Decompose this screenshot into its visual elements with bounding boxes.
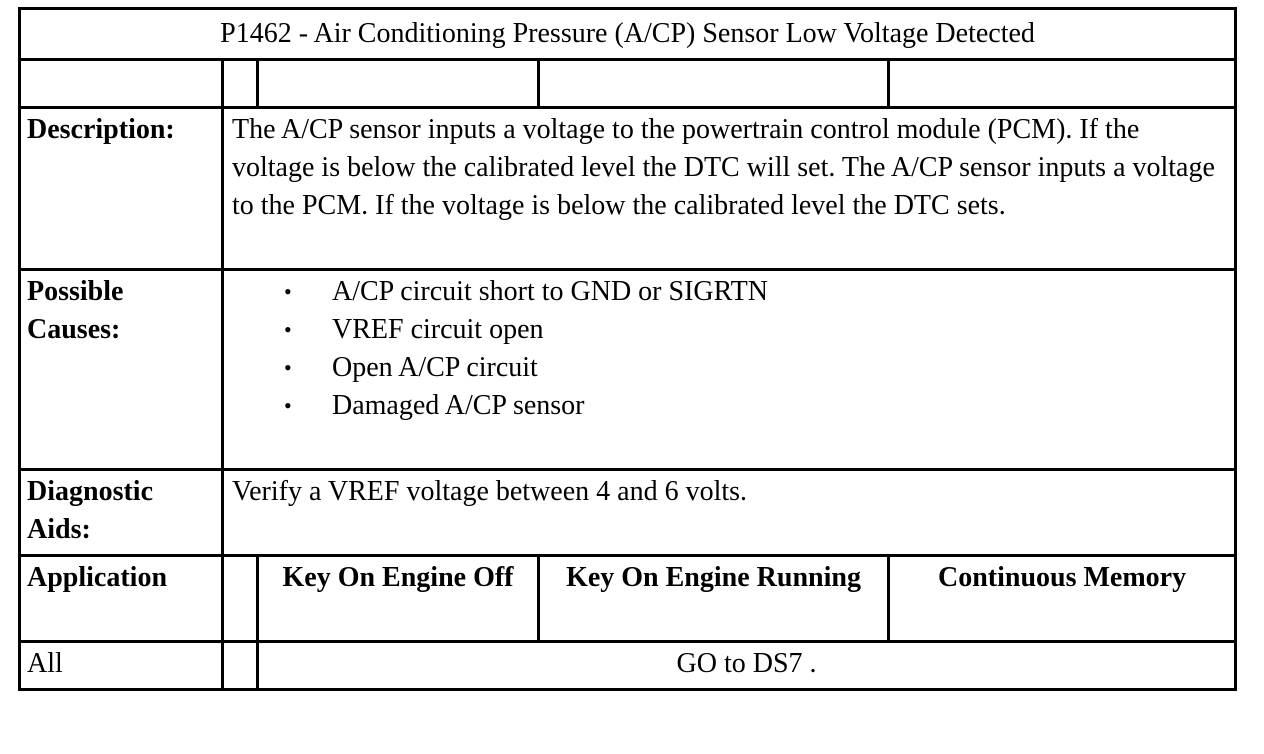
possible-causes-cell: [223, 270, 1236, 470]
column-header-key-on-engine-running: Key On Engine Running: [539, 556, 889, 642]
column-header-continuous-memory: Continuous Memory: [889, 556, 1236, 642]
bullet-icon: •: [284, 355, 292, 380]
cause-text: Open A/CP circuit: [332, 352, 538, 383]
spacer-cell: [223, 642, 258, 690]
description-label: Description:: [20, 108, 223, 270]
diagnostic-aids-text: Verify a VREF voltage between 4 and 6 volts.: [223, 470, 1236, 556]
application-label: Application: [20, 556, 223, 642]
possible-causes-list: [232, 273, 1228, 425]
bullet-icon: •: [284, 279, 292, 304]
dtc-title: P1462 - Air Conditioning Pressure (A/CP) Sensor Low Voltage Detected: [20, 9, 1236, 60]
spacer-cell: [223, 556, 258, 642]
empty-row: [20, 60, 1236, 108]
column-header-key-on-engine-off: Key On Engine Off: [258, 556, 539, 642]
application-header-row: [20, 556, 1236, 642]
bullet-icon: •: [284, 393, 292, 418]
cause-item: [284, 273, 1228, 311]
empty-cell: [539, 60, 889, 108]
description-row: [20, 108, 1236, 270]
cause-item: [284, 311, 1228, 349]
possible-causes-label: Possible Causes:: [20, 270, 223, 470]
cause-item: [284, 349, 1228, 387]
cause-text: A/CP circuit short to GND or SIGRTN: [332, 276, 768, 307]
cause-item: [284, 387, 1228, 425]
possible-causes-row: [20, 270, 1236, 470]
empty-cell: [258, 60, 539, 108]
diagnostic-aids-label: Diagnostic Aids:: [20, 470, 223, 556]
all-row-action: GO to DS7 .: [258, 642, 1236, 690]
cause-text: VREF circuit open: [332, 314, 544, 345]
diagnostic-aids-row: [20, 470, 1236, 556]
description-text: The A/CP sensor inputs a voltage to the powertrain control module (PCM). If the voltage is below the calibrated level the DTC will set. The A/CP sensor inputs a voltage to the PCM. If the voltage is below the calibrated level the DTC sets.: [223, 108, 1236, 270]
dtc-table: [18, 7, 1237, 691]
bullet-icon: •: [284, 317, 292, 342]
empty-cell: [889, 60, 1236, 108]
empty-cell: [20, 60, 223, 108]
empty-cell: [223, 60, 258, 108]
all-row: [20, 642, 1236, 690]
all-label: All: [20, 642, 223, 690]
cause-text: Damaged A/CP sensor: [332, 390, 585, 421]
